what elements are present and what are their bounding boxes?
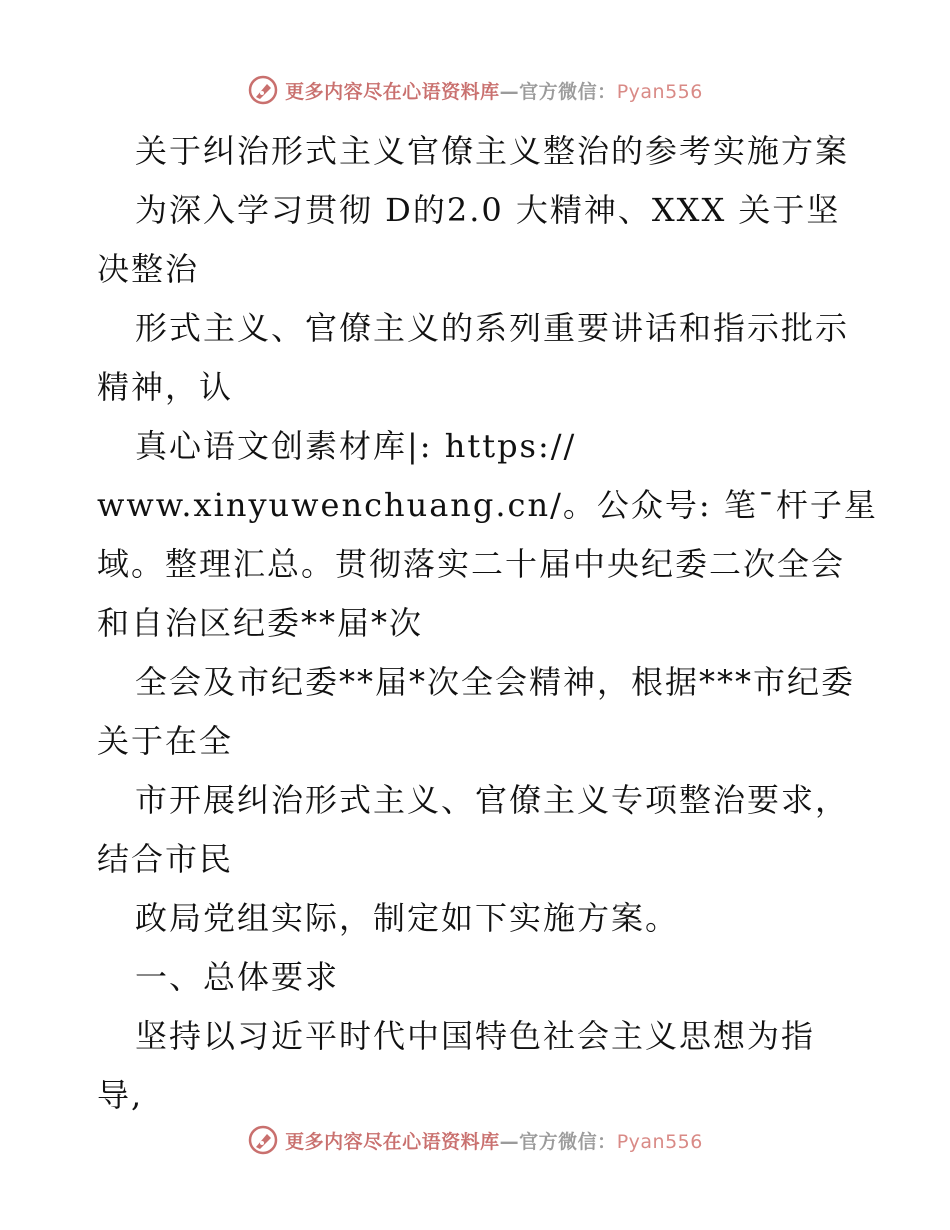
section-heading: 一、总体要求: [135, 958, 340, 996]
banner-separator-text: —官方微信：: [499, 80, 617, 103]
banner-text: [285, 1127, 703, 1154]
paragraph-line: 导,: [97, 1076, 144, 1114]
paragraph-line: 全会及市纪委**届*次全会精神，根据***市纪委: [135, 663, 856, 701]
banner-separator-text: —官方微信：: [499, 1130, 617, 1153]
paragraph-line: 关于在全: [97, 722, 234, 760]
paragraph-line: 决整治: [97, 250, 200, 288]
footer-watermark-banner: [0, 1120, 950, 1160]
paragraph-line: 为深入学习贯彻 D的2.0 大精神、XXX 关于坚: [135, 191, 841, 229]
header-watermark-banner: [0, 70, 950, 110]
paragraph-line: 真心语文创素材库|: https://: [135, 427, 577, 465]
banner-wechat-id: Pyan556: [616, 1130, 703, 1153]
paragraph-line: www.xinyuwenchuang.cn/。公众号: 笔¯杆子星: [97, 486, 878, 524]
banner-text: [285, 77, 703, 104]
banner-wechat-id: Pyan556: [616, 80, 703, 103]
paragraph-line: 政局党组实际，制定如下实施方案。: [135, 899, 680, 937]
paragraph-line: 精神，认: [97, 368, 234, 406]
banner-main-text: 更多内容尽在心语资料库: [285, 80, 500, 103]
pen-nib-logo-icon: [247, 1124, 279, 1156]
paragraph-line: 市开展纠治形式主义、官僚主义专项整治要求，: [135, 781, 850, 819]
paragraph-line: 结合市民: [97, 840, 234, 878]
paragraph-line: 坚持以习近平时代中国特色社会主义思想为指: [135, 1017, 816, 1055]
paragraph-line: 形式主义、官僚主义的系列重要讲话和指示批示: [135, 309, 850, 347]
pen-nib-logo-icon: [247, 74, 279, 106]
paragraph-line: 域。整理汇总。贯彻落实二十届中央纪委二次全会: [97, 545, 846, 583]
banner-main-text: 更多内容尽在心语资料库: [285, 1130, 500, 1153]
document-body: [97, 122, 878, 1125]
document-title: 关于纠治形式主义官僚主义整治的参考实施方案: [135, 132, 850, 170]
paragraph-line: 和自治区纪委**届*次: [97, 604, 424, 642]
